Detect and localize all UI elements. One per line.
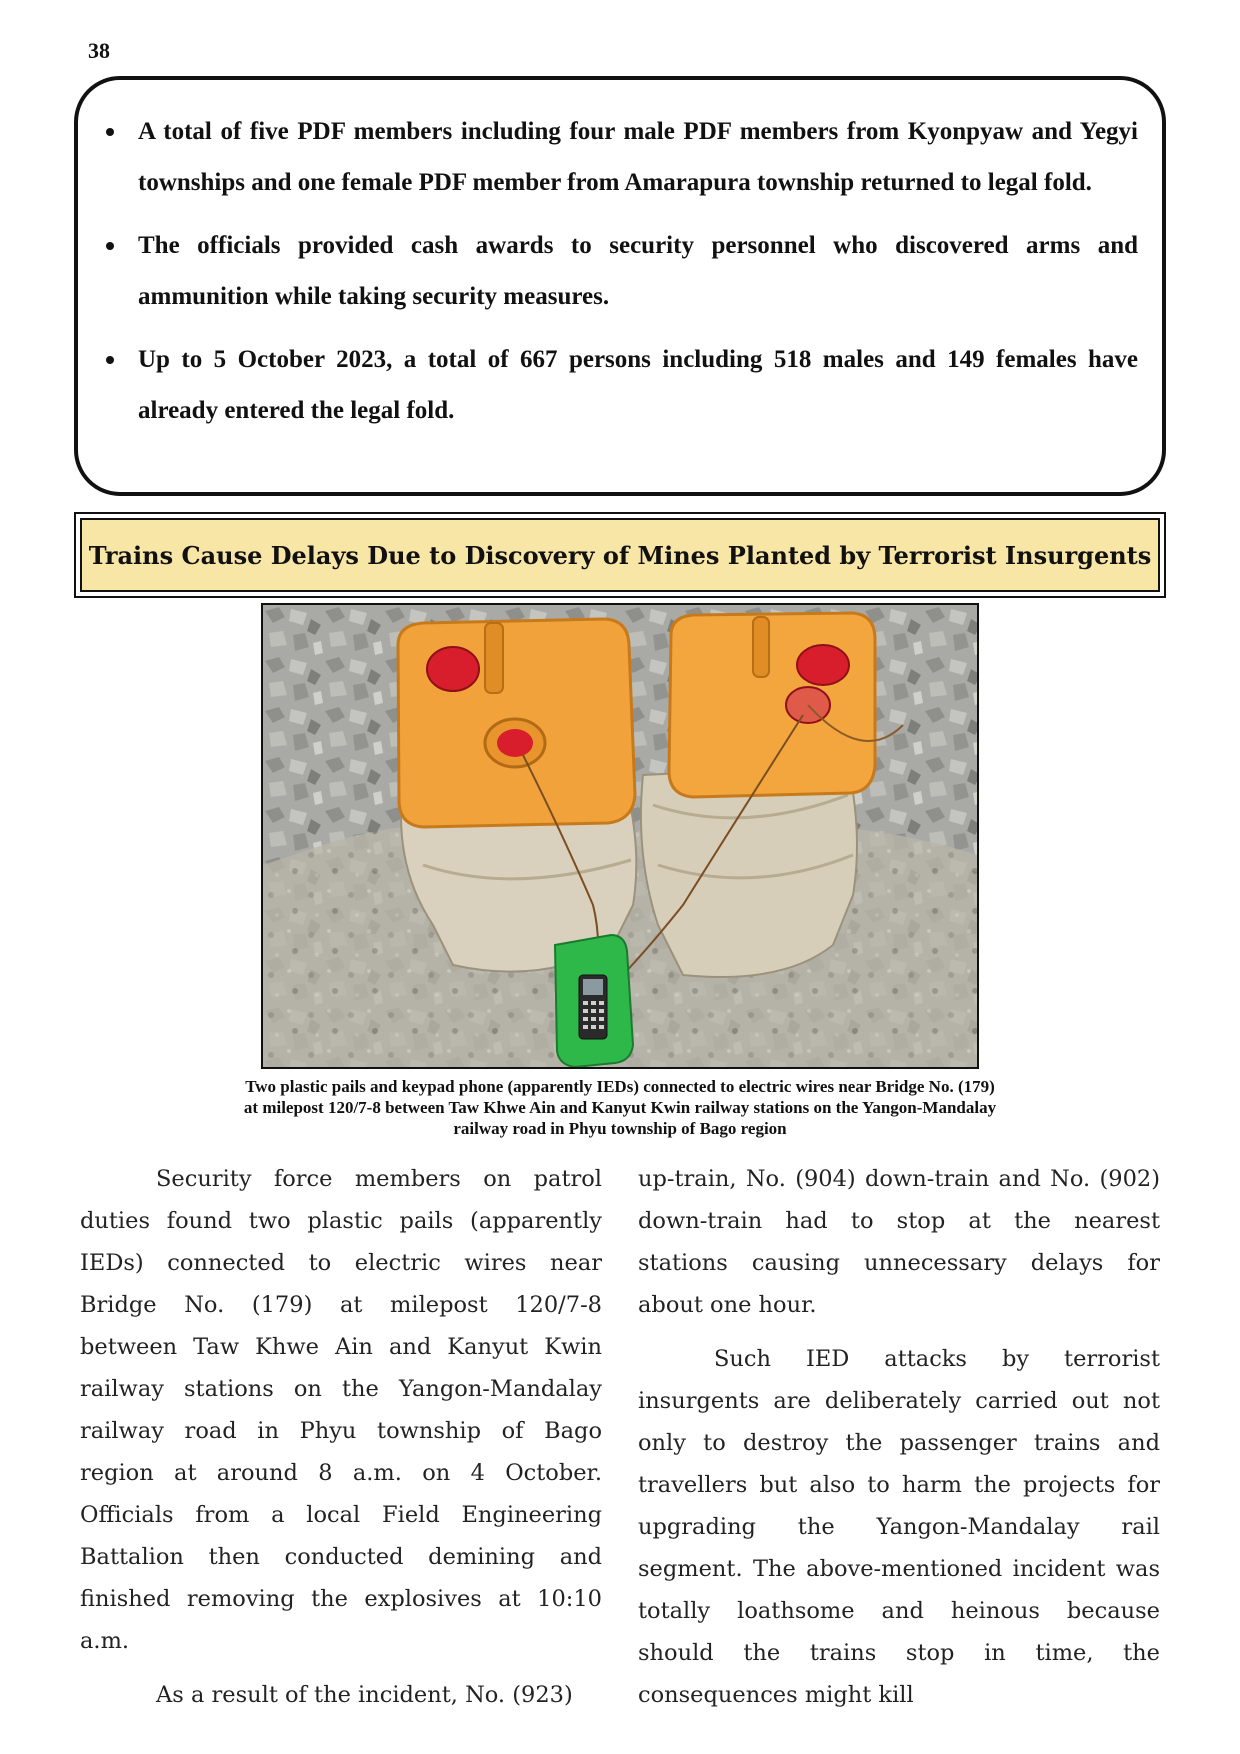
bullet-dot-icon	[106, 128, 114, 136]
photo-caption-line: railway road in Phyu township of Bago region	[453, 1119, 787, 1138]
bullet-dot-icon	[106, 242, 114, 250]
photo-caption-line: Two plastic pails and keypad phone (apparently IEDs) connected to electric wires near Bridge No. (179)	[245, 1077, 995, 1096]
article-paragraph: Such IED attacks by terrorist insurgents are deliberately carried out not only to destroy the passenger trains and travellers but also to harm the projects for upgrading the Yangon-Mandalay rail segment. The above-mentioned incident was totally loathsome and heinous because should the trains stop in time, the consequences might kill	[638, 1346, 1160, 1708]
summary-bullet-text: Up to 5 October 2023, a total of 667 persons including 518 males and 149 females have already entered the legal fold.	[138, 346, 1138, 424]
summary-bullet	[100, 334, 1138, 436]
summary-bullet-text: A total of five PDF members including four male PDF members from Kyonpyaw and Yegyi townships and one female PDF member from Amarapura township returned to legal fold.	[138, 118, 1138, 196]
summary-bullet	[100, 106, 1138, 208]
article-column-right	[638, 1158, 1160, 1728]
headline-frame	[74, 512, 1166, 598]
bottle-with-phone	[555, 935, 633, 1067]
article-column-left	[80, 1158, 602, 1728]
page-number: 38	[88, 38, 110, 63]
summary-bullet-text: The officials provided cash awards to security personnel who discovered arms and ammunition while taking security measures.	[138, 232, 1138, 310]
article-paragraph: Security force members on patrol duties found two plastic pails (apparently IEDs) connected to electric wires near Bridge No. (179) at milepost 120/7-8 between Taw Khwe Ain and Kanyut Kwin railway stations on the Yangon-Mandalay railway road in Phyu township of Bago region at around 8 a.m. on 4 October. Officials from a local Field Engineering Battalion then conducted demining and finished removing the explosives at 10:10 a.m.	[80, 1166, 602, 1654]
article-headline: Trains Cause Delays Due to Discovery of Mines Planted by Terrorist Insurgents	[80, 518, 1160, 592]
ied-photo-illustration	[263, 605, 977, 1067]
left-pail	[398, 619, 636, 972]
summary-box	[74, 76, 1166, 496]
article-paragraph: As a result of the incident, No. (923)	[156, 1682, 573, 1708]
photo-caption-line: at milepost 120/7-8 between Taw Khwe Ain and Kanyut Kwin railway stations on the Yangon-Mandalay	[243, 1098, 997, 1117]
article-paragraph: up-train, No. (904) down-train and No. (902) down-train had to stop at the nearest stations causing unnecessary delays for about one hour.	[638, 1166, 1160, 1318]
photo-caption	[120, 1076, 1120, 1139]
bullet-dot-icon	[106, 356, 114, 364]
summary-bullet	[100, 220, 1138, 322]
summary-list	[100, 106, 1138, 436]
article-photo	[261, 603, 979, 1069]
